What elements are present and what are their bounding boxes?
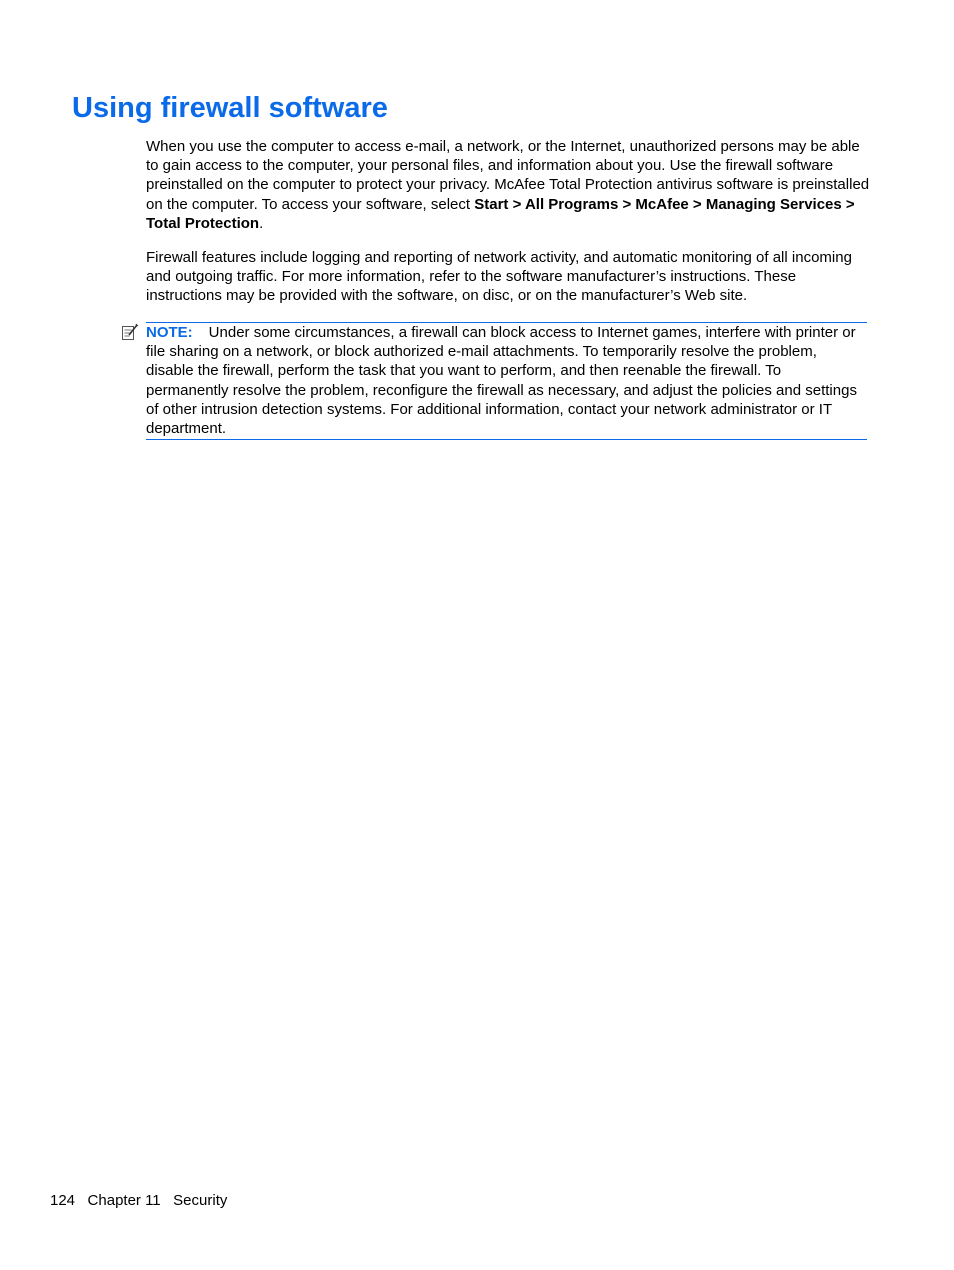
page-number: 124 <box>50 1192 76 1209</box>
note-pencil-icon <box>120 322 140 342</box>
paragraph-intro <box>146 137 871 233</box>
note-label: NOTE: <box>146 324 193 341</box>
paragraph-intro-text: When you use the computer to access e-mail, a network, or the Internet, unauthorized persons may be able to gain access to the computer, your personal files, and information about you. Use the firewall software preinstalled on the computer to protect your privacy. McAfee Total Protection antivirus software is preinstalled on the computer. To access your software, select <box>146 138 870 213</box>
menu-path: Start > All Programs > McAfee > Managing Services > Total Protection <box>146 195 855 232</box>
page-footer <box>50 1191 227 1211</box>
section-label: Security <box>173 1192 228 1209</box>
paragraph-features: Firewall features include logging and reporting of network activity, and automatic monitoring of all incoming and outgoing traffic. For more information, refer to the software manufacturer’s instructions. These instructions may be provided with the software, on disc, or on the manufacturer’s Web site. <box>146 249 852 305</box>
page-title: Using firewall software <box>72 92 388 124</box>
paragraph-intro-end: . <box>259 214 264 232</box>
note-box <box>146 322 867 440</box>
chapter-label: Chapter 11 <box>87 1192 161 1209</box>
note-text: Under some circumstances, a firewall can block access to Internet games, interfere with printer or file sharing on a network, or block authorized e-mail attachments. To temporarily resolve the problem, disable the firewall, perform the task that you want to perform, and then reenable the firewall. To permanently resolve the problem, reconfigure the firewall as necessary, and adjust the policies and settings of other intrusion detection systems. For additional information, contact your network administrator or IT department. <box>146 324 857 438</box>
